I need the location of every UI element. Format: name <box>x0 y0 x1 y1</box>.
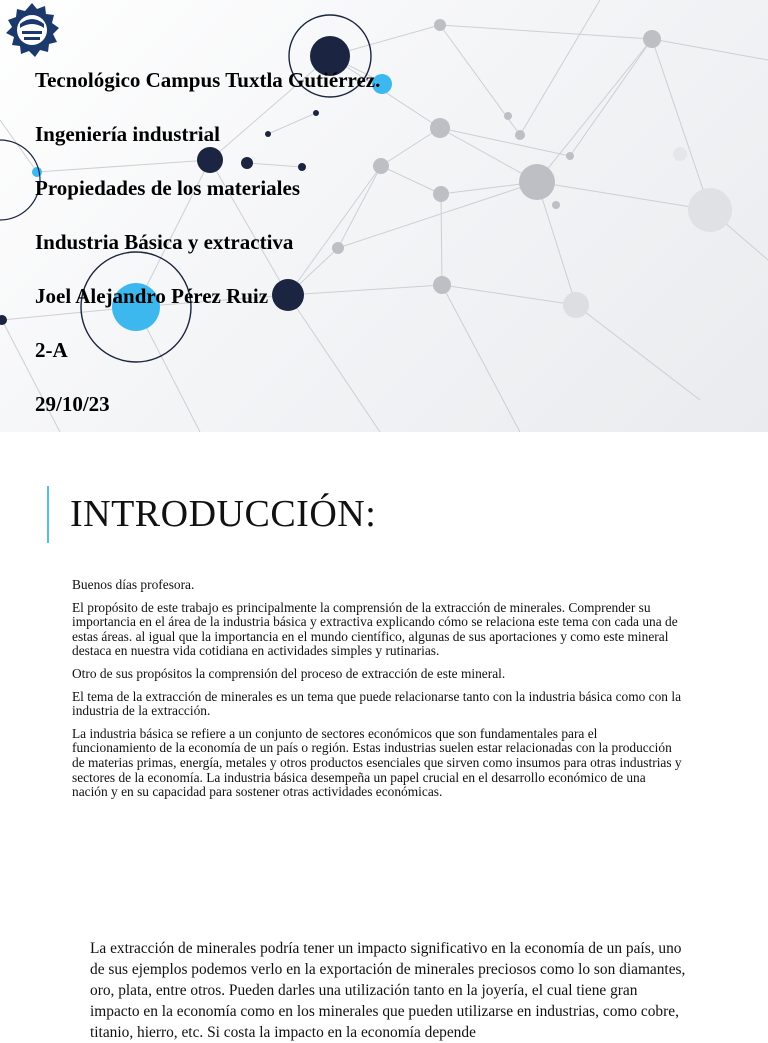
cover-date: 29/10/23 <box>35 392 110 416</box>
paragraph: Otro de sus propósitos la comprensión del proceso de extracción de este mineral. <box>72 665 506 681</box>
cover-institution: Tecnológico Campus Tuxtla Gutiérrez. <box>35 68 381 92</box>
title-accent-bar <box>47 486 49 543</box>
paragraph: Buenos días profesora. <box>72 577 195 592</box>
intro-body <box>72 578 682 808</box>
cover-author: Joel Alejandro Pérez Ruiz <box>35 284 269 308</box>
cover-topic: Industria Básica y extractiva <box>35 230 294 254</box>
section-2-body <box>90 938 690 1043</box>
cover-subject: Propiedades de los materiales <box>35 176 301 200</box>
paragraph: La industria básica se refiere a un conjunto de sectores económicos que son fundamentales para el funcionamiento de la economía de un país o región. Estas industrias suelen estar relacionadas con la producción de materias primas, energía, metales y otros productos esenciales que sirven como insumos para otras industrias y sectores de la economía. La industria básica desempeña un papel crucial en el desarrollo económico de una nación y en su capacidad para sostener otras actividades económicas. <box>72 725 682 800</box>
institution-logo-icon <box>0 0 64 62</box>
paragraph: El tema de la extracción de minerales es un tema que puede relacionarse tanto con la industria básica como con la industria de la extracción. <box>72 688 682 719</box>
paragraph: El propósito de este trabajo es principalmente la comprensión de la extracción de minerales. Comprender su importancia en el área de la industria básica y extractiva explicando cómo se relaciona este tema con cada una de estas áreas. al igual que la importancia en el mundo científico, algunas de sus aportaciones y como este mineral destaca en nuestra vida cotidiana en actividades simples y rutinarias. <box>72 599 678 659</box>
page-title: INTRODUCCIÓN: <box>70 493 377 535</box>
cover-page <box>0 0 768 432</box>
paragraph: La extracción de minerales podría tener un impacto significativo en la economía de un país, uno de sus ejemplos podemos verlo en la exportación de minerales preciosos como lo son diamantes, oro, plata, entre otros. Pueden darles una utilización tanto en la joyería, el cual tiene gran impacto en la economía como en los minerales que pueden utilizarse en industrias, como cobre, titanio, hierro, etc. Si costa la impacto en la economía depende <box>90 940 686 1041</box>
network-background-graphic <box>0 0 768 432</box>
cover-career: Ingeniería industrial <box>35 122 220 146</box>
cover-group: 2-A <box>35 338 68 362</box>
